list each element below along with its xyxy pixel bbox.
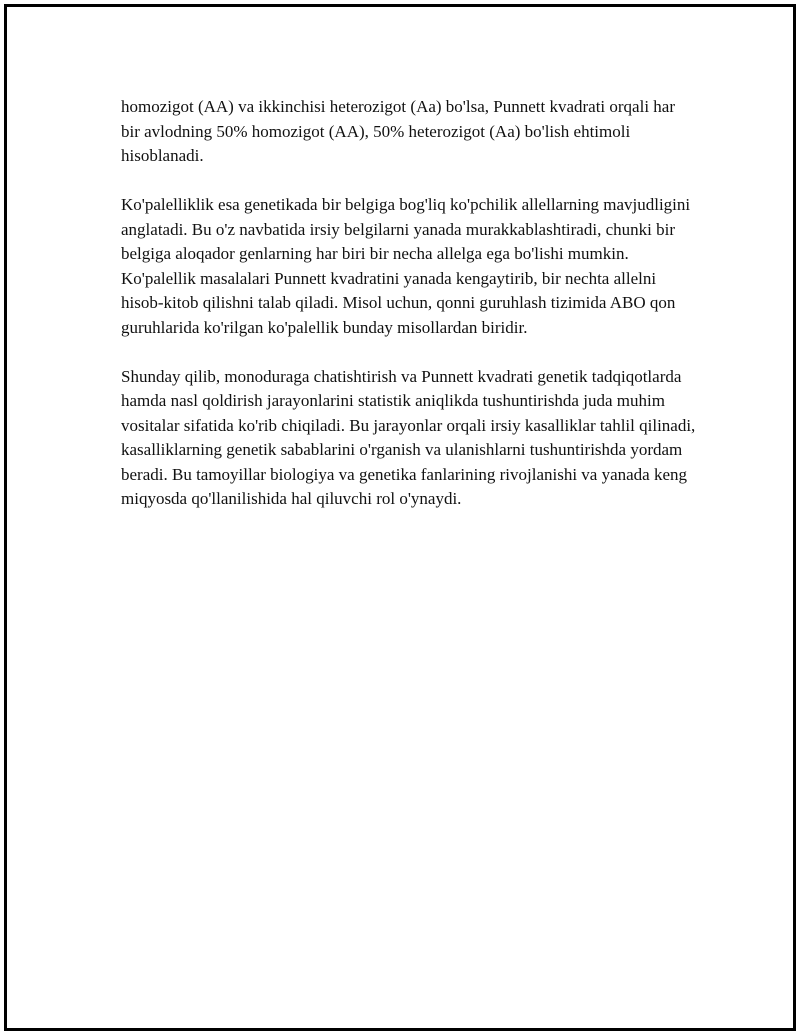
paragraph-punnett-result: homozigot (AA) va ikkinchisi heterozigot (Aa) bo'lsa, Punnett kvadrati orqali har bir avlodning 50% homozigot (AA), 50% heterozigot (Aa) bo'lish ehtimoli hisoblanadi. <box>121 97 676 165</box>
document-body <box>121 95 696 536</box>
page-border <box>4 4 796 1031</box>
paragraph-multiple-alleles: Ko'palelliklik esa genetikada bir belgiga bog'liq ko'pchilik allellarning mavjudligini anglatadi. Bu o'z navbatida irsiy belgilarni yanada murakkablashtiradi, chunki bir belgiga aloqador genlarning har biri bir necha allelga ega bo'lishi mumkin. Ko'palellik masalalari Punnett kvadratini yanada kengaytirib, bir nechta allelni hisob-kitob qilishni talab qiladi. Misol uchun, qonni guruhlash tizimida ABO qon guruhlarida ko'rilgan ko'palellik bunday misollardan biridir. <box>121 195 691 337</box>
paragraph-conclusion: Shunday qilib, monoduraga chatishtirish va Punnett kvadrati genetik tadqiqotlarda hamda nasl qoldirish jarayonlarini statistik aniqlikda tushuntirishda juda muhim vositalar sifatida ko'rib chiqiladi. Bu jarayonlar orqali irsiy kasalliklar tahlil qilinadi, kasalliklarning genetik sabablarini o'rganish va ulanishlarni tushuntirishda yordam beradi. Bu tamoyillar biologiya va genetika fanlarining rivojlanishi va yanada keng miqyosda qo'llanilishida hal qiluvchi rol o'ynaydi. <box>121 366 696 508</box>
